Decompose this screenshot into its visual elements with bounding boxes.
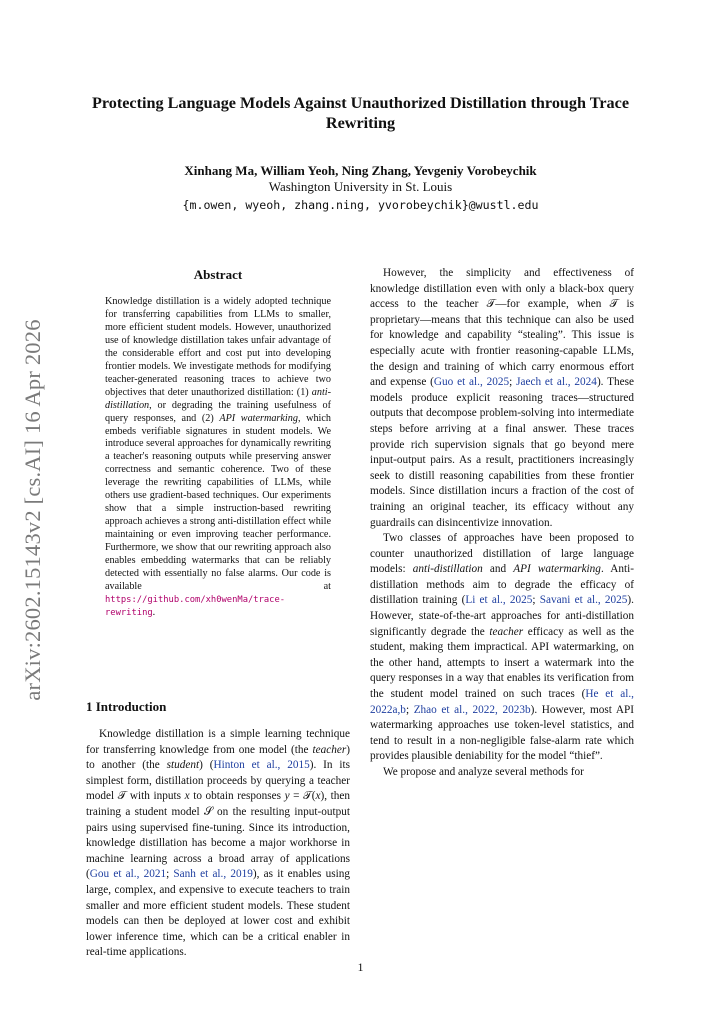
paragraph-text: and xyxy=(482,563,514,576)
paragraph-text: = 𝒯( xyxy=(289,790,316,803)
paragraph-text: ) to another (the xyxy=(86,743,350,772)
citation-link[interactable]: Guo et al., 2025 xyxy=(433,376,510,389)
paragraph-text: Knowledge distillation is a simple learning technique for transferring knowledge from one model (the xyxy=(86,728,350,756)
paragraph-text: ). However, most API watermarking approaches use token-level statistics, and tend to result in a non-negligible false-alarm rate which provides plausible deniability for the model “thief”. xyxy=(370,703,634,763)
citation-link[interactable]: He et al., 2022a,b xyxy=(370,688,634,716)
emphasized-text: student xyxy=(166,759,200,772)
citation-link[interactable]: Gou et al., 2021 xyxy=(89,868,167,881)
paragraph-text: efficacy as well as the student, making them impractical. API watermarking, on the other hand, attempts to insert a watermark into the query responses in a way that enables its verification from the student model trained on such traces ( xyxy=(370,625,634,701)
abstract-body xyxy=(105,296,331,620)
code-link[interactable]: https://github.com/xh0wenMa/trace-rewriting xyxy=(105,594,286,618)
intro-column-right xyxy=(370,266,634,781)
emphasized-text: teacher xyxy=(312,743,347,756)
intro-column-left xyxy=(86,727,350,961)
emphasized-text: x xyxy=(184,790,190,803)
intro-paragraph-4 xyxy=(370,765,634,781)
paragraph-text: ). However, state-of-the-art approaches for anti-distillation significantly degrade the xyxy=(370,594,634,638)
section-heading-introduction: 1 Introduction xyxy=(86,699,167,714)
paragraph-text: . Anti-distillation methods aim to degrade the efficacy of distillation training ( xyxy=(370,563,634,607)
abstract-text: , or degrading the training usefulness of query responses, and (2) xyxy=(105,399,331,424)
emphasized-text: x xyxy=(315,790,321,803)
affiliation: Washington University in St. Louis xyxy=(268,179,453,194)
page-number: 1 xyxy=(357,960,364,974)
abstract-term-api-watermarking: API watermarking xyxy=(219,412,298,424)
citation-link[interactable]: Savani et al., 2025 xyxy=(539,594,628,607)
citation-link[interactable]: Zhao et al., 2022, 2023b xyxy=(413,703,531,716)
citation-link[interactable]: Li et al., 2025 xyxy=(465,594,533,607)
paragraph-text: Two classes of approaches have been proposed to counter unauthorized distillation of large language models: xyxy=(370,532,634,576)
author-list: Xinhang Ma, William Yeoh, Ning Zhang, Yevgeniy Vorobeychik xyxy=(184,163,537,178)
abstract-text: . xyxy=(152,606,156,618)
abstract-text: , which embeds verifiable signatures in student models. We introduce several approaches for dynamically rewriting a teacher's reasoning outputs while preserving answer correctness and semantic coherence. Two of these leverage the rewriting capabilities of LLMs, while others use gradient-based techniques. Our experiments show that a simple instruction-based rewriting approach achieves a strong anti-distillation effect while maintaining or even improving teacher performance. Furthermore, we show that our rewriting approach also enables embedding watermarks that can be reliably detected with essentially no false alarms. Our code is available at xyxy=(105,412,331,592)
paragraph-text: ; xyxy=(532,594,540,607)
intro-paragraph-3 xyxy=(370,531,634,765)
abstract-text: Knowledge distillation is a widely adopted technique for transferring capabilities from LLMs to smaller, more efficient student models. However, unauthorized use of knowledge distillation takes unfair advantage of the considerable effort and cost put into developing frontier models. We investigate methods for modifying teacher-generated reasoning traces to achieve two objectives that deter unauthorized distillation: (1) xyxy=(105,296,331,398)
emphasized-text: y xyxy=(284,790,290,803)
paragraph-text: ). These models produce explicit reasoning traces—structured outputs that decompose problem-solving into intermediate steps before arriving at a final answer. These traces provide rich supervision signals that go beyond mere input-output pairs. As a result, practitioners increasingly seek to distill reasoning capabilities from these frontier models. Since distillation incurs a fraction of the cost of training an original teacher, its efficacy without any guardrails can disincentivize innovation. xyxy=(370,376,634,529)
emphasized-text: teacher xyxy=(489,625,524,638)
arxiv-sidebar xyxy=(18,310,48,710)
paragraph-text: to obtain responses xyxy=(189,790,285,803)
emphasized-text: API watermarking xyxy=(513,563,601,576)
paragraph-text: ; xyxy=(166,868,174,881)
arxiv-identifier: arXiv:2602.15143v2 [cs.AI] 16 Apr 2026 xyxy=(20,319,45,701)
paragraph-text: ), then training a student model 𝒮 on the resulting input-output pairs using supervised fine-tuning. Since its introduction, knowledge distillation has become a major workhorse in machine learning across a broad array of applications ( xyxy=(86,790,350,881)
paragraph-text: ; xyxy=(509,376,517,389)
paragraph-text: ) ( xyxy=(199,759,214,772)
paragraph-text: ), as it enables using large, complex, and expensive to execute teachers to train smaller and more efficient student models. These student models can then be deployed at lower cost and exhibit lower inference time, which can be a critical enabler in real-time applications. xyxy=(86,868,350,959)
paragraph-text: ; xyxy=(405,703,414,716)
intro-paragraph-1 xyxy=(86,727,350,961)
author-emails: {m.owen, wyeoh, zhang.ning, yvorobeychik}@wustl.edu xyxy=(182,198,539,212)
paragraph-text: We propose and analyze several methods for xyxy=(383,766,584,778)
paragraph-text: ). In its simplest form, distillation proceeds by querying a teacher model 𝒯 with inputs xyxy=(86,759,351,803)
abstract-term-anti-distillation: anti-distillation xyxy=(105,386,331,411)
paper-title: Protecting Language Models Against Unauthorized Distillation through Trace Rewriting xyxy=(91,94,630,132)
citation-link[interactable]: Jaech et al., 2024 xyxy=(516,376,597,389)
emphasized-text: anti-distillation xyxy=(412,563,483,576)
citation-link[interactable]: Hinton et al., 2015 xyxy=(213,759,310,772)
intro-paragraph-2 xyxy=(370,266,634,531)
abstract-heading: Abstract xyxy=(193,267,243,282)
citation-link[interactable]: Sanh et al., 2019 xyxy=(173,868,253,881)
paragraph-text: However, the simplicity and effectiveness of knowledge distillation even with only a black-box query access to the teacher 𝒯—for example, when 𝒯 is proprietary—means that this technique can also be used for knowledge and capability “stealing”. This issue is especially acute with frontier reasoning-capable LLMs, the design and training of which carry enormous effort and expense ( xyxy=(370,267,634,389)
